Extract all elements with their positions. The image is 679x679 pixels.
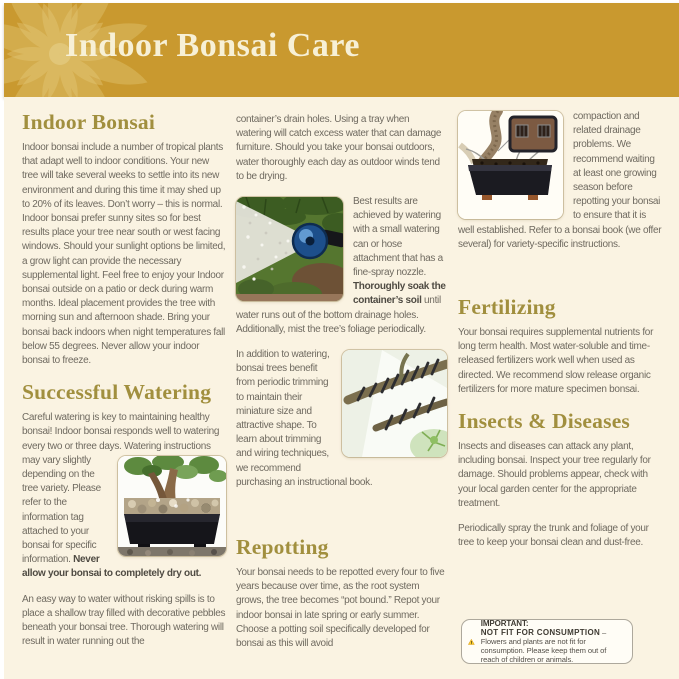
trimming-text: In addition to watering, bonsai trees benefit from periodic trimming to maintain their miniature size and attractive shape. To learn about trimming and wiring techniques, we recommend purchasing an instructional book.: [236, 349, 373, 488]
indoor-bonsai-paragraph: [22, 141, 226, 368]
fertilizing-paragraph: [458, 326, 663, 397]
drain-holes-text: container’s drain holes. Using a tray when watering will catch excess water that can damage furniture. Should you take your bonsai outdoors, water thoroughly each day as outdoor winds tend to be drying.: [236, 114, 442, 182]
spray-trunk-paragraph: [458, 522, 663, 550]
fertilizing-text: Your bonsai requires supplemental nutrients for long term health. Most water-soluble and time-released fertilizers work well when used as directed. We recommend slow release organic fertilizers for more mature specimen bonsai.: [458, 327, 654, 395]
column-2: [236, 113, 447, 662]
drain-holes-paragraph: [236, 113, 447, 184]
wired-branch-photo: [342, 350, 447, 457]
warning-label: IMPORTANT:: [480, 618, 529, 628]
repotting-text: Your bonsai needs to be repotted every four to five years because over time, as the root system grows, the tree becomes “pot bound.” Repot your indoor bonsai in late spring or early summer. Choose a potting soil specifically developed for bonsai as this will avoid: [236, 567, 445, 650]
header-band: [4, 3, 679, 97]
compaction-paragraph: [458, 110, 663, 252]
watering-text-bold: Never allow your bonsai to completely dry out.: [22, 554, 202, 580]
content-area: [4, 97, 679, 679]
section-heading-successful-watering: Successful Watering: [22, 380, 212, 405]
spray-nozzle-photo: [236, 197, 343, 301]
column-1: [22, 109, 226, 661]
column-3: [458, 110, 663, 561]
repotting-paragraph: [236, 566, 447, 651]
watering-tray-text: An easy way to water without risking spills is to place a shallow tray filled with decorative pebbles beneath your bonsai tree. Thorough watering will result in water running out the: [22, 593, 226, 648]
warning-body-text: – Flowers and plants are not fit for consumption. Please keep them out of reach of children or animals.: [480, 627, 607, 665]
repotting-photo: [458, 111, 563, 219]
warning-title: NOT FIT FOR CONSUMPTION: [480, 627, 601, 637]
section-heading-indoor-bonsai: Indoor Bonsai: [22, 110, 156, 134]
spray-text-start: Best results are achieved by watering with a small watering can or hose attachment that has a fine-spray nozzle.: [353, 196, 443, 279]
section-heading-repotting: Repotting: [236, 535, 329, 560]
compaction-text: compaction and related drainage problems. We recommend waiting at least one growing season before repotting your bonsai to ensure that it is well established. Refer to a bonsai book (we offer several) for variety-specific instructions.: [458, 111, 662, 250]
trimming-paragraph: [236, 348, 447, 490]
spray-paragraph: [236, 195, 447, 337]
section-heading-insects-diseases: Insects & Diseases: [458, 409, 630, 434]
watering-paragraph-2: [22, 593, 226, 650]
watering-text-wrap: instructions may vary slightly depending on the tree variety. Please refer to the information tag attached to your bonsai for specific information.: [22, 440, 211, 566]
indoor-bonsai-text: Indoor bonsai include a number of tropical plants that adapt well to indoor conditions. Your new tree will take several weeks to settle into its new environment and during this time it may shed up to 20% of its leaves. Don’t worry – this is normal. Indoor bonsai prefer sunny sites so for best results place your tree near south or west facing windows. Should your sunlight options be limited, a grow light can provide the necessary supplemental light. Feel free to enjoy your Indoor bonsai outside on a patio or deck during warm months. Ideal placement provides the tree with morning sun and afternoon shade. Bring your bonsai back indoors when night temperatures fall below 55 degrees. Never allow your indoor bonsai to freeze.: [22, 142, 226, 367]
consumption-warning-box: [461, 619, 633, 664]
watering-paragraph-1: [22, 411, 226, 581]
warning-text-block: [481, 619, 626, 665]
page-title: Indoor Bonsai Care: [65, 27, 360, 64]
spray-trunk-text: Periodically spray the trunk and foliage of your tree to keep your bonsai clean and dust-free.: [458, 523, 649, 549]
section-heading-fertilizing: Fertilizing: [458, 295, 556, 320]
watering-photo: [118, 456, 226, 556]
spray-text-bold: Thoroughly soak the container’s soil: [353, 281, 446, 307]
spray-text-end: until water runs out of the bottom drainage holes. Additionally, mist the tree’s foliage periodically.: [236, 295, 441, 335]
insects-text: Insects and diseases can attack any plant, including bonsai. Inspect your tree regularly for damage. Should problems appear, check with your local garden center for the appropriate treatment.: [458, 441, 651, 509]
watering-text-start: Careful watering is key to maintaining healthy bonsai! Indoor bonsai responds well to watering every two or three days. Watering: [22, 412, 220, 452]
insects-paragraph: [458, 440, 663, 511]
warning-triangle-icon: [468, 632, 475, 652]
